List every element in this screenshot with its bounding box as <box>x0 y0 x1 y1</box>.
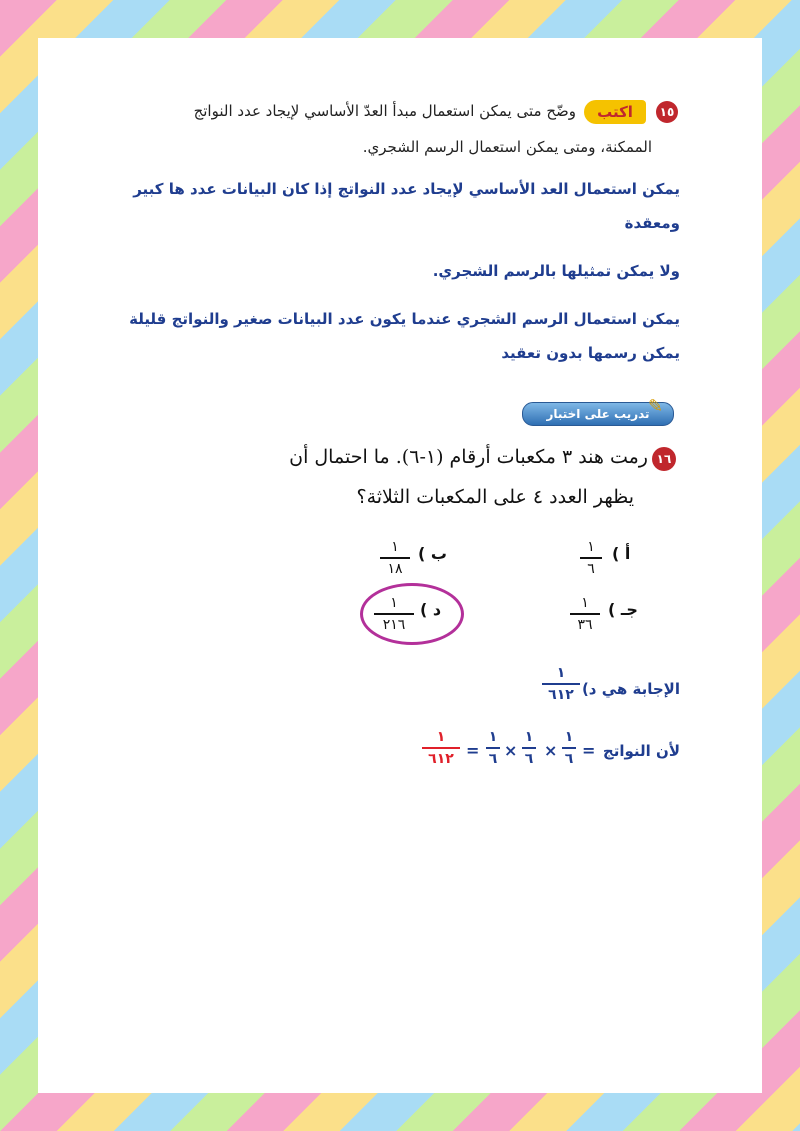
option-c-numerator: ١ <box>581 595 589 611</box>
factor-1-numerator: ١ <box>564 729 574 745</box>
fraction-bar <box>422 747 460 749</box>
factor-2-denominator: ٦ <box>524 751 534 767</box>
fraction-bar <box>562 747 576 749</box>
question-15-number: ١٥ <box>656 101 678 123</box>
answer-15-line-1: يمكن استعمال العد الأساسي لإيجاد عدد النواتج إذا كان البيانات عدد ها كبير <box>133 180 680 198</box>
result-fraction <box>422 728 460 768</box>
factor-fraction-3 <box>486 728 500 768</box>
result-numerator: ١ <box>436 729 446 745</box>
practice-test-label: تدريب على اختبار <box>546 407 650 421</box>
option-d-numerator: ١ <box>390 595 398 611</box>
answer-16-label: الإجابة هي د) <box>581 680 680 698</box>
answer-15-line-4: يمكن استعمال الرسم الشجري عندما يكون عدد البيانات صغير والنواتج قليلة <box>129 310 680 328</box>
option-c-letter: جـ ) <box>608 600 638 619</box>
times-sign-2: × <box>504 741 518 760</box>
option-d-letter: د ) <box>420 600 442 619</box>
factor-3-numerator: ١ <box>488 729 498 745</box>
answer-16-denominator: ٦١٢ <box>548 687 574 703</box>
answer-16-numerator: ١ <box>556 665 566 681</box>
question-15-line-2: الممكنة، ومتى يمكن استعمال الرسم الشجري. <box>362 138 652 156</box>
option-a-fraction <box>580 538 602 578</box>
question-15-line-1: وضّح متى يمكن استعمال مبدأ العدّ الأساسي لإيجاد عدد النواتج <box>193 102 576 120</box>
option-b-numerator: ١ <box>391 539 399 555</box>
fraction-bar <box>542 683 580 685</box>
write-badge: اكتب <box>584 100 646 124</box>
question-16-number: ١٦ <box>652 447 676 471</box>
option-a-denominator: ٦ <box>587 561 595 577</box>
factor-fraction-2 <box>522 728 536 768</box>
answer-15-line-3: ولا يمكن تمثيلها بالرسم الشجري. <box>432 262 680 280</box>
question-16-line-2: يظهر العدد ٤ على المكعبات الثلاثة؟ <box>356 486 634 508</box>
option-b-letter: ب ) <box>418 544 447 563</box>
fraction-bar <box>486 747 500 749</box>
factor-3-denominator: ٦ <box>488 751 498 767</box>
option-d-denominator: ٢١٦ <box>382 617 406 633</box>
question-16-line-1: رمت هند ٣ مكعبات أرقام (١-٦). ما احتمال أن <box>289 446 648 468</box>
answer-15-line-2: ومعقدة <box>624 214 680 232</box>
fraction-bar <box>580 557 602 559</box>
option-a-numerator: ١ <box>587 539 595 555</box>
option-a-letter: أ ) <box>612 544 631 563</box>
because-label: لأن النواتج <box>602 742 680 760</box>
option-b-fraction <box>380 538 410 578</box>
factor-1-denominator: ٦ <box>564 751 574 767</box>
equals-sign: = <box>582 741 596 760</box>
option-b-denominator: ١٨ <box>387 561 403 577</box>
fraction-bar <box>374 613 414 615</box>
equals-sign-2: = <box>466 741 480 760</box>
times-sign-1: × <box>544 741 558 760</box>
result-denominator: ٦١٢ <box>428 751 454 767</box>
answer-16-fraction <box>542 664 580 704</box>
option-d-fraction <box>374 594 414 634</box>
answer-15-line-5: يمكن رسمها بدون تعقيد <box>501 344 680 362</box>
fraction-bar <box>522 747 536 749</box>
option-c-fraction <box>570 594 600 634</box>
fraction-bar <box>570 613 600 615</box>
factor-2-numerator: ١ <box>524 729 534 745</box>
option-c-denominator: ٣٦ <box>577 617 593 633</box>
factor-fraction-1 <box>562 728 576 768</box>
fraction-bar <box>380 557 410 559</box>
pencil-icon: ✎ <box>648 396 664 417</box>
